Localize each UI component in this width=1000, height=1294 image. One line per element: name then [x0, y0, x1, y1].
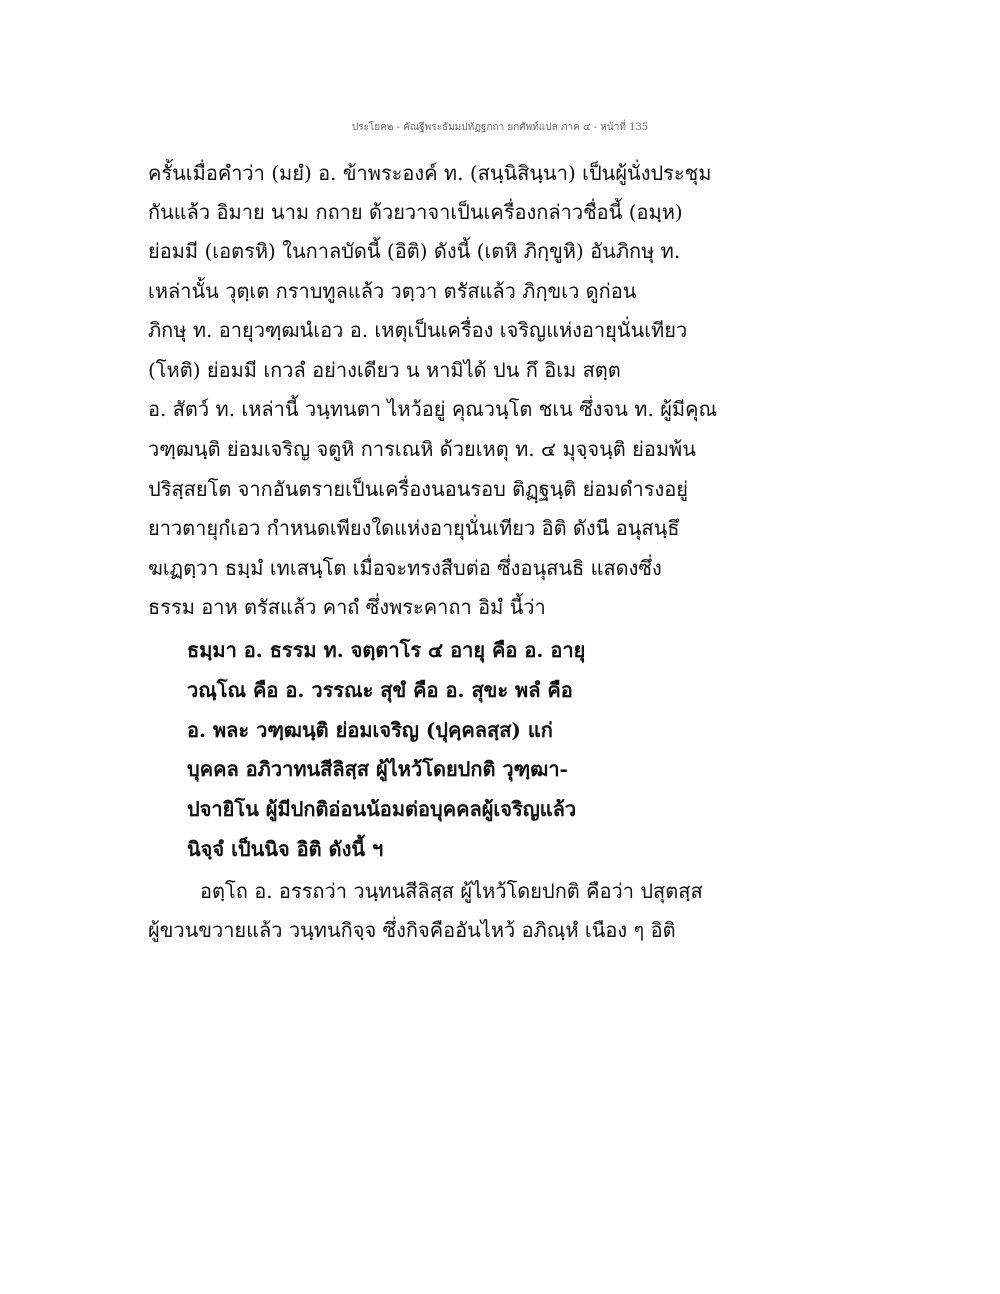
commentary-line: อตฺโถ อ. อรรถว่า วนฺทนสีลิสฺส ผู้ไหว้โดยปกติ คือว่า ปสุตสฺส [200, 879, 703, 903]
prose-line: อ. สัตว์ ท. เหล่านี้ วนฺทนตา ไหว้อยู่ คุณวนฺโต ชเน ซึ่งจน ท. ผู้มีคุณ [148, 397, 718, 421]
prose-line: (โหติ) ย่อมมี เกวลํ อย่างเดียว น หามิได้ ปน กึ อิเม สตฺต [148, 358, 621, 382]
prose-line: เหล่านั้น วุตฺเต กราบทูลแล้ว วตฺวา ตรัสแล้ว ภิกฺขเว ดูก่อน [148, 279, 637, 303]
page-header: ประโยค๒ - คัณฐีพระธัมมปทัฏฐกถา ยกศัพท์แปล ภาค ๔ - หน้าที่ 135 [351, 122, 649, 133]
verse-line: บุคคล อภิวาทนสีลิสฺส ผู้ไหว้โดยปกติ วุฑฺฒา- [187, 757, 568, 781]
prose-line: ธรรม อาห ตรัสแล้ว คาถํ ซึ่งพระคาถา อิมํ นี้ว่า [148, 595, 546, 619]
commentary-line: ผู้ขวนขวายแล้ว วนฺทนกิจฺจ ซึ่งกิจคืออันไหว้ อภิณฺหํ เนือง ๆ อิติ [148, 918, 676, 942]
verse-line: ธมฺมา อ. ธรรม ท. จตฺตาโร ๔ อายุ คือ อ. อายุ [187, 638, 586, 662]
prose-line: ปริสฺสยโต จากอันตรายเป็นเครื่องนอนรอบ ติฏฺฐนฺติ ย่อมดำรงอยู่ [148, 477, 689, 501]
prose-line: ย่อมมี (เอตรหิ) ในกาลบัดนี้ (อิติ) ดังนี้ (เตหิ ภิกฺขูหิ) อันภิกษุ ท. [148, 239, 681, 263]
prose-line: กันแล้ว อิมาย นาม กถาย ด้วยวาจาเป็นเครื่องกล่าวชื่อนี้ (อมฺห) [148, 200, 683, 224]
prose-line: ฆเฏตฺวา ธมฺมํ เทเสนฺโต เมื่อจะทรงสืบต่อ ซึ่งอนุสนธิ แสดงซึ่ง [148, 556, 662, 580]
verse-line: ปจายิโน ผู้มีปกติอ่อนน้อมต่อบุคคลผู้เจริญแล้ว [187, 797, 577, 821]
prose-line: ครั้นเมื่อคำว่า (มยํ) อ. ข้าพระองค์ ท. (สนฺนิสินฺนา) เป็นผู้นั่งประชุม [148, 161, 712, 185]
verse-line: นิจฺจํ เป็นนิจ อิติ ดังนี้ ฯ [187, 837, 384, 861]
prose-line: วฑฺฒนฺติ ย่อมเจริญ จตูหิ การเณหิ ด้วยเหตุ ท. ๔ มุจฺจนฺติ ย่อมพ้น [148, 437, 696, 461]
prose-line: ภิกษุ ท. อายุวฑฺฒนํเอว อ. เหตุเป็นเครื่อง เจริญแห่งอายุนั่นเทียว [148, 318, 688, 342]
verse-line: วณฺโณ คือ อ. วรรณะ สุขํ คือ อ. สุขะ พลํ คือ [187, 678, 573, 702]
verse-line: อ. พละ วฑฺฒนฺติ ย่อมเจริญ (ปุคฺคลสฺส) แก่ [187, 718, 553, 742]
prose-line: ยาวตายุกํเอว กำหนดเพียงใดแห่งอายุนั่นเทียว อิติ ดังนี อนุสนฺธึ [148, 516, 680, 540]
